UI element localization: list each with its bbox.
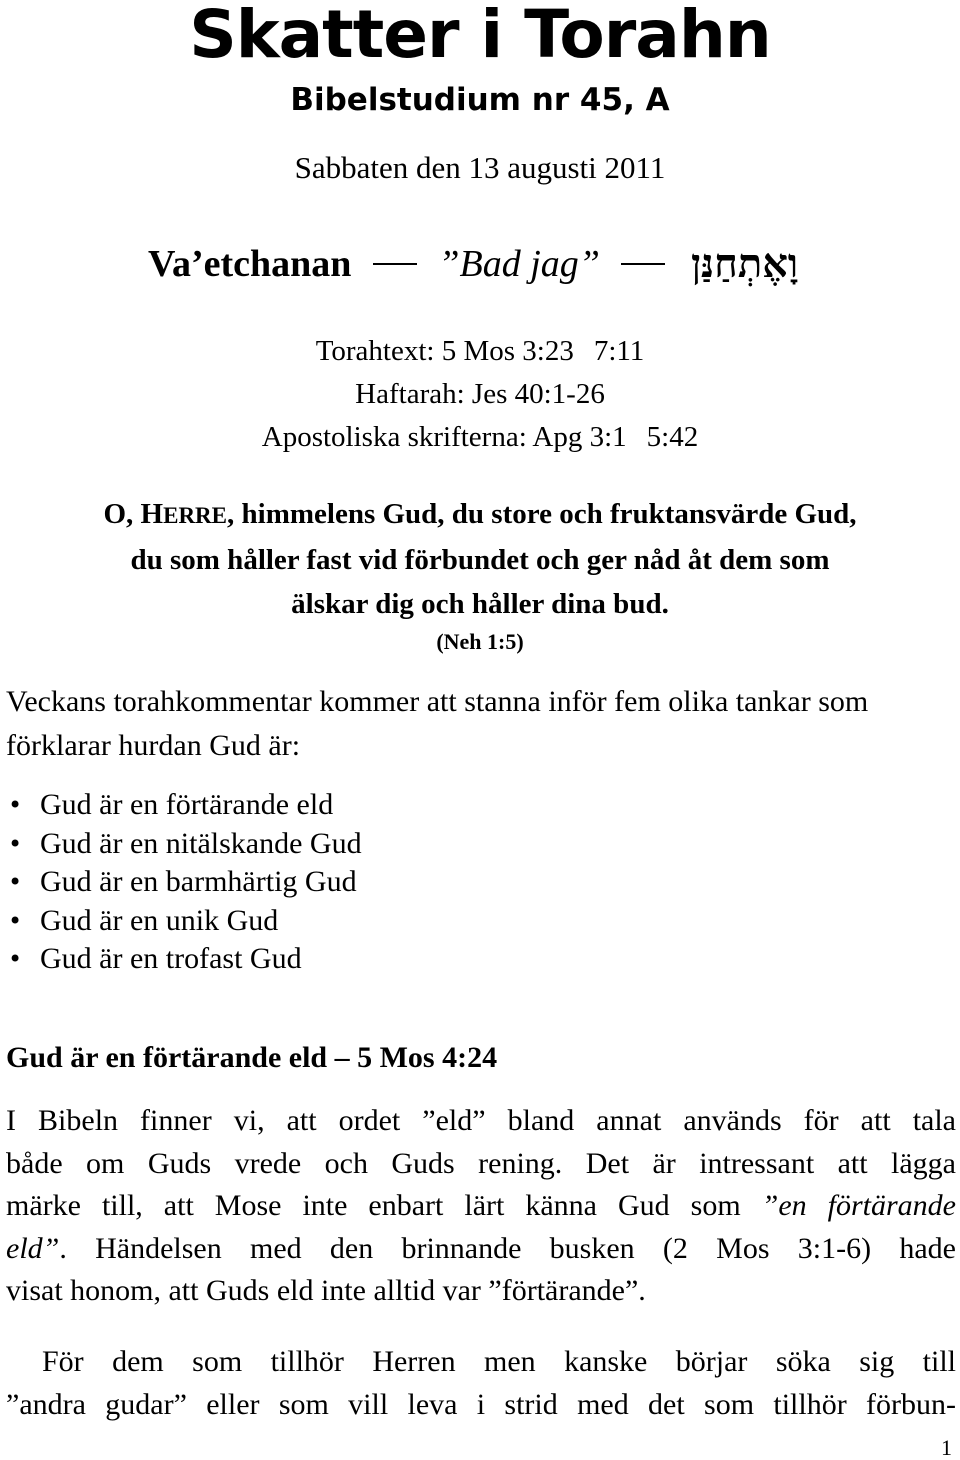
scripture-quote — [0, 492, 960, 626]
torah-reference-start: Torahtext: 5 Mos 3:23 — [315, 335, 574, 367]
paragraph-text: . Händelsen med den brinnande busken (2 Mos 3:1-6) hade — [59, 1231, 956, 1265]
dash-divider — [621, 263, 665, 265]
body-paragraph — [6, 1341, 956, 1426]
apostolic-reference-end: 5:42 — [646, 421, 699, 453]
parasha-heading — [148, 236, 828, 286]
document-date: Sabbaten den 13 augusti 2011 — [294, 150, 666, 185]
paragraph-line: I Bibeln finner vi, att ordet ”eld” bland annat används för att tala — [6, 1104, 956, 1137]
torah-reference — [0, 330, 960, 373]
list-item-text: Gud är en förtärande eld — [40, 788, 334, 821]
paragraph-text: märke till, att Mose inte enbart lärt känna Gud som — [6, 1189, 762, 1222]
parasha-hebrew: וָאֶתְחַנַּן — [690, 240, 799, 288]
paragraph-line: både om Guds vrede och Guds rening. Det är intressant att lägga — [6, 1146, 956, 1180]
paragraph-line — [6, 1185, 956, 1228]
paragraph-line: För dem som tillhör Herren men kanske börjar söka sig till — [42, 1345, 956, 1378]
list-item — [0, 902, 700, 941]
bullet-icon: • — [8, 791, 23, 819]
paragraph-italic-text: ”en förtärande — [761, 1189, 956, 1222]
parasha-name: Va’etchanan — [148, 243, 352, 286]
list-item — [0, 863, 700, 902]
parasha-meaning: ”Bad jag” — [438, 243, 600, 286]
paragraph-line: ”andra gudar” eller som vill leva i strid med det som tillhör förbun- — [6, 1387, 956, 1421]
list-item-text: Gud är en nitälskande Gud — [40, 826, 362, 860]
bullet-icon: • — [8, 945, 23, 973]
paragraph-line: visat honom, att Guds eld inte alltid var ”förtärande”. — [6, 1274, 646, 1307]
quote-text: , himmelens Gud, du store och fruktansvärde Gud, — [227, 498, 857, 530]
paragraph-line — [6, 1228, 956, 1271]
page-number: 1 — [941, 1435, 952, 1460]
list-item — [0, 825, 700, 864]
paragraph-italic-text: eld” — [6, 1231, 60, 1265]
section-heading: Gud är en förtärande eld – 5 Mos 4:24 — [6, 1041, 498, 1074]
quote-line: du som håller fast vid förbundet och ger nåd åt dem som — [130, 544, 830, 576]
reading-references — [0, 330, 960, 459]
list-item — [0, 786, 700, 825]
bullet-icon: • — [8, 829, 23, 858]
document-title: Skatter i Torahn — [189, 0, 771, 73]
apostolic-reference — [0, 416, 960, 459]
list-item-text: Gud är en unik Gud — [40, 903, 279, 937]
document-subtitle: Bibelstudium nr 45, A — [290, 82, 670, 118]
quote-line: älskar dig och håller dina bud. — [291, 588, 669, 620]
torah-reference-end: 7:11 — [593, 335, 645, 367]
quote-small-caps: ERRE — [163, 503, 228, 528]
quote-text: O, H — [103, 498, 164, 530]
apostolic-reference-start: Apostoliska skrifterna: Apg 3:1 — [261, 421, 627, 453]
list-item-text: Gud är en barmhärtig Gud — [40, 865, 357, 898]
quote-reference: (Neh 1:5) — [436, 629, 524, 654]
bullet-icon: • — [8, 868, 23, 896]
quote-line — [0, 492, 960, 538]
list-item-text: Gud är en trofast Gud — [40, 942, 302, 975]
bullet-list — [0, 786, 700, 979]
haftarah-reference: Haftarah: Jes 40:1-26 — [355, 378, 605, 410]
list-item — [0, 940, 700, 979]
bullet-icon: • — [8, 906, 23, 935]
intro-paragraph: Veckans torahkommentar kommer att stanna inför fem olika tankar som förklarar hurdan Gud är: — [6, 685, 869, 762]
body-paragraph — [6, 1100, 956, 1313]
dash-divider — [373, 263, 417, 265]
